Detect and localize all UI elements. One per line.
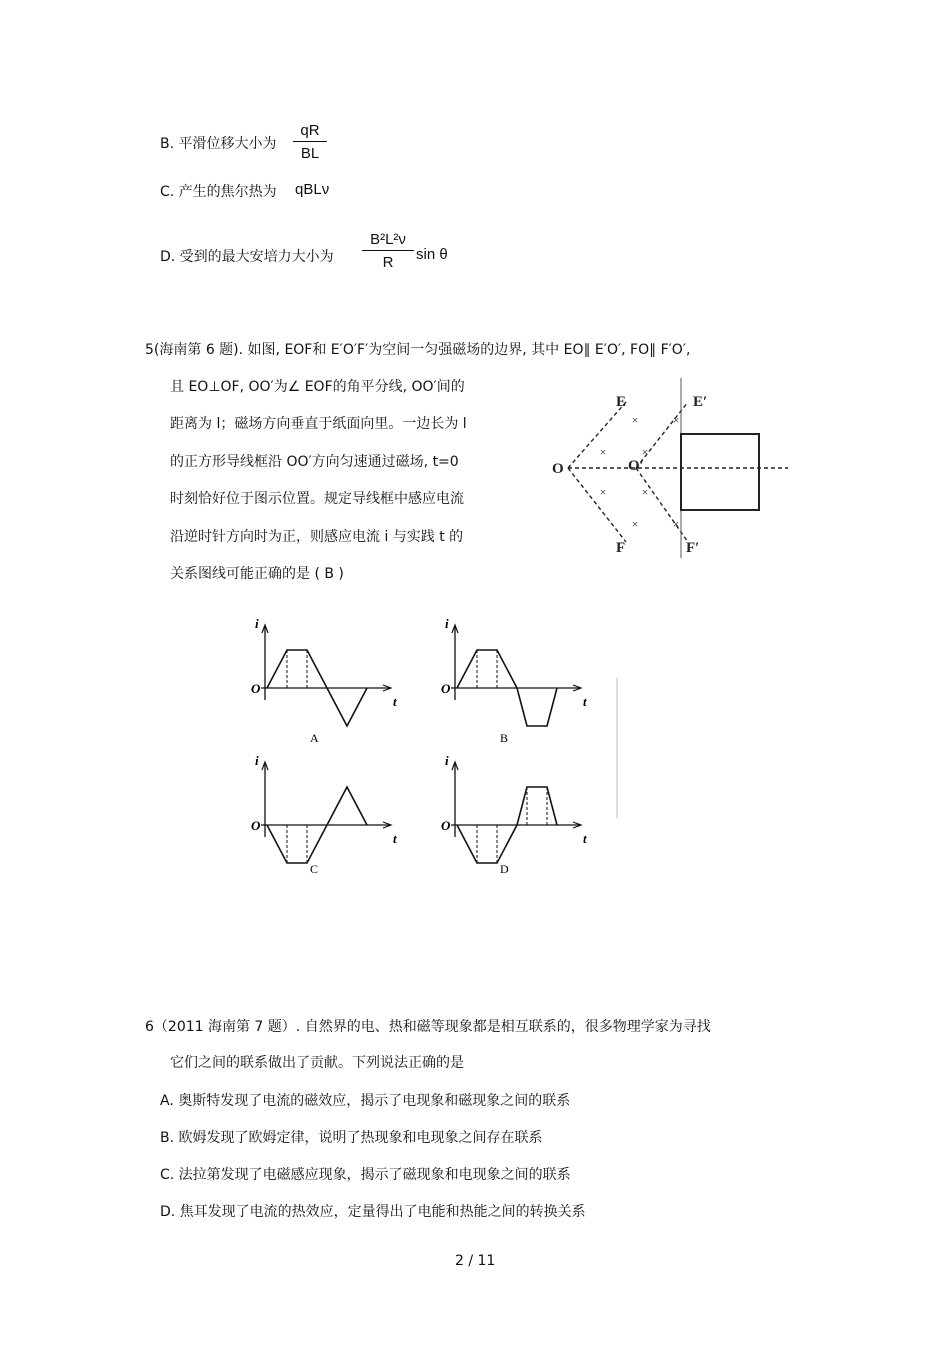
graph-group: [251, 618, 587, 876]
q6-option-d: D. 焦耳发现了电流的热效应，定量得出了电能和热能之间的转换关系: [160, 1204, 586, 1220]
q4-option-d-fraction: [362, 231, 414, 271]
graph-caption: C: [310, 862, 319, 876]
q4-option-c-label: C. 产生的焦尔热为: [160, 184, 277, 200]
field-cross: ×: [599, 485, 607, 499]
q4-option-d-denominator: R: [382, 254, 394, 271]
q4-option-b-numerator: qR: [300, 122, 320, 139]
origin-label: O: [441, 818, 451, 833]
q5-stem-line-3: 距离为 l；磁场方向垂直于纸面向里。一边长为 l: [170, 416, 467, 432]
y-axis-label: i: [445, 618, 449, 631]
q6-option-a: A. 奥斯特发现了电流的磁效应，揭示了电现象和磁现象之间的联系: [160, 1093, 571, 1109]
q5-stem-line-6: 沿逆时针方向时为正，则感应电流 i 与实践 t 的: [170, 529, 464, 545]
q6-option-c: C. 法拉第发现了电磁感应现象，揭示了磁现象和电现象之间的联系: [160, 1167, 571, 1183]
fraction-bar: [293, 141, 327, 142]
q5-stem-line-7: 关系图线可能正确的是 ( B ): [170, 566, 344, 582]
x-axis-label: t: [393, 831, 397, 846]
field-cross: ×: [641, 485, 649, 499]
graphs-figure: [245, 618, 625, 883]
q6-stem-line-2: 它们之间的联系做出了贡献。下列说法正确的是: [170, 1055, 464, 1071]
y-axis-label: i: [255, 618, 259, 631]
field-cross: ×: [599, 445, 607, 459]
field-cross: ×: [641, 445, 649, 459]
graph-caption: D: [500, 862, 509, 876]
fraction-bar: [362, 250, 414, 251]
label-e-prime: E′: [693, 394, 708, 410]
q4-option-b-fraction: [293, 122, 327, 162]
q4-option-b-denominator: BL: [300, 145, 320, 162]
x-axis-label: t: [583, 694, 587, 709]
label-f: F: [616, 540, 626, 556]
label-o: O: [552, 461, 564, 477]
origin-label: O: [251, 681, 261, 696]
field-cross: ×: [631, 413, 639, 427]
field-cross: ×: [631, 517, 639, 531]
y-axis-label: i: [255, 753, 259, 768]
label-e: E: [616, 394, 627, 410]
q5-stem-line-5: 时刻恰好位于图示位置。规定导线框中感应电流: [170, 491, 464, 507]
field-cross: ×: [672, 413, 680, 427]
q4-option-d-label: D. 受到的最大安培力大小为: [160, 249, 334, 265]
page-number: 2 / 11: [455, 1253, 496, 1269]
origin-label: O: [251, 818, 261, 833]
field-cross: ×: [672, 517, 680, 531]
magnetic-field-figure: [548, 376, 796, 562]
q5-stem-line-4: 的正方形导线框沿 OO′方向匀速通过磁场, t=0: [170, 454, 459, 470]
q4-option-c-expression: qBLν: [295, 181, 330, 198]
q4-option-b-label: B. 平滑位移大小为: [160, 136, 277, 152]
x-axis-label: t: [583, 831, 587, 846]
q4-option-d-tail: sin θ: [416, 246, 448, 263]
x-axis-label: t: [393, 694, 397, 709]
label-o-prime: O′: [628, 458, 644, 474]
q6-stem-line-1: 6（2011 海南第 7 题）. 自然界的电、热和磁等现象都是相互联系的，很多物理学家为寻找: [145, 1019, 711, 1035]
label-f-prime: F′: [686, 540, 700, 556]
q5-stem-line-1: 5(海南第 6 题). 如图, EOF和 E′O′F′为空间一匀强磁场的边界, 其中 EO∥ E′O′, FO∥ F′O′,: [145, 342, 691, 358]
q6-option-b: B. 欧姆发现了欧姆定律，说明了热现象和电现象之间存在联系: [160, 1130, 543, 1146]
origin-label: O: [441, 681, 451, 696]
y-axis-label: i: [445, 753, 449, 768]
graph-caption: B: [500, 731, 509, 745]
graph-caption: A: [310, 731, 319, 745]
q5-stem-line-2: 且 EO⊥OF, OO′为∠ EOF的角平分线, OO′间的: [170, 379, 465, 395]
q4-option-d-numerator: B²L²ν: [370, 231, 406, 248]
